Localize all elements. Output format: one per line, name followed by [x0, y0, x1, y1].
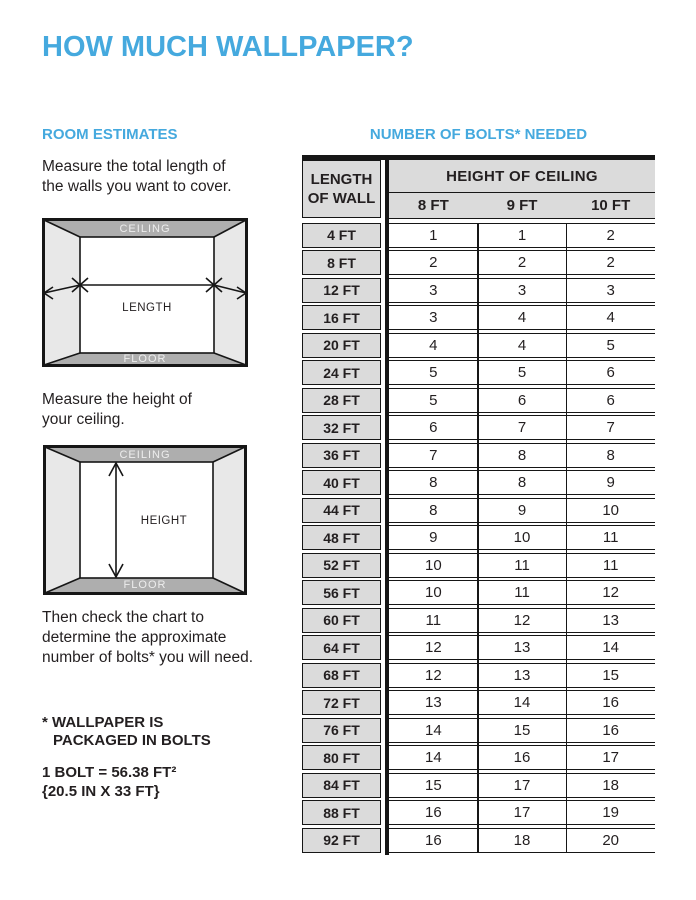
- bolt-count: 9: [429, 529, 438, 546]
- row-label: 8 FT: [302, 250, 381, 275]
- row-values: [389, 250, 655, 275]
- row-label: 28 FT: [302, 388, 381, 413]
- bolt-count: 17: [513, 776, 531, 794]
- ceiling-label: CEILING: [119, 449, 171, 461]
- row-label: 40 FT: [302, 470, 381, 495]
- row-values: [389, 525, 655, 550]
- bolt-count: 17: [513, 804, 531, 821]
- subheader-9ft: 9 FT: [506, 196, 538, 214]
- bolt-count: 2: [606, 226, 615, 244]
- table-row: [302, 745, 655, 770]
- length-label: LENGTH: [122, 302, 172, 314]
- row-label: 20 FT: [302, 333, 381, 358]
- table-row: [302, 415, 655, 440]
- right-wall: [213, 447, 245, 593]
- bolt-count: 18: [513, 831, 531, 849]
- back-wall: [80, 237, 214, 353]
- table-row: [302, 443, 655, 468]
- table-row: [302, 828, 655, 853]
- bolt-count: 3: [606, 281, 615, 299]
- bolt-count: 4: [429, 336, 438, 354]
- row-values: [389, 718, 655, 743]
- row-values: [389, 553, 655, 578]
- bolt-count: 15: [424, 776, 442, 794]
- bolt-count: 14: [424, 721, 442, 739]
- row-label: 12 FT: [302, 278, 381, 303]
- bolt-count: 4: [517, 309, 527, 326]
- bolt-count: 10: [602, 501, 620, 519]
- table-row: [302, 333, 655, 358]
- bolt-count: 9: [517, 501, 527, 519]
- table-row: [302, 360, 655, 385]
- left-wall: [45, 447, 80, 593]
- bolt-count: 15: [602, 666, 620, 684]
- bolt-count: 19: [602, 804, 620, 821]
- height-label: HEIGHT: [140, 515, 188, 527]
- bolt-count: 7: [429, 446, 438, 464]
- row-label: 80 FT: [302, 745, 381, 770]
- bolt-count: 13: [513, 639, 531, 656]
- table-row: [302, 305, 655, 330]
- length-of-wall-header: LENGTH OF WALL: [302, 160, 381, 218]
- row-label: 36 FT: [302, 443, 381, 468]
- length-instruction: Measure the total length of the walls you want to cover.: [42, 158, 232, 195]
- row-values: [389, 773, 655, 798]
- bolt-count: 8: [429, 474, 438, 491]
- bolt-count: 2: [606, 254, 615, 271]
- bolt-count: 13: [424, 694, 442, 711]
- row-label: 64 FT: [302, 635, 381, 660]
- bolt-count: 11: [514, 584, 530, 601]
- bolts-footnote: * WALLPAPER IS PACKAGED IN BOLTS: [42, 714, 211, 749]
- bolt-count: 10: [424, 584, 442, 601]
- bolt-count: 18: [602, 776, 620, 794]
- bolt-count: 5: [429, 364, 438, 381]
- table-row: [302, 223, 655, 248]
- bolt-count: 6: [606, 364, 615, 381]
- height-of-ceiling-header: HEIGHT OF CEILING: [389, 160, 655, 193]
- table-row: [302, 718, 655, 743]
- subheader-8ft: 8 FT: [417, 196, 449, 214]
- row-label: 32 FT: [302, 415, 381, 440]
- table-row: [302, 470, 655, 495]
- bolt-count: 16: [424, 831, 442, 849]
- bolt-count: 4: [606, 309, 615, 326]
- bolt-count: 5: [517, 364, 527, 381]
- bolt-count: 6: [606, 391, 615, 409]
- row-values: [389, 663, 655, 688]
- row-label: 92 FT: [302, 828, 381, 853]
- column-divider-1: [477, 223, 479, 853]
- table-row: [302, 663, 655, 688]
- bolt-count: 16: [513, 749, 531, 766]
- table-row: [302, 773, 655, 798]
- row-values: [389, 415, 655, 440]
- table-row: [302, 278, 655, 303]
- bolt-count: 7: [606, 419, 615, 436]
- table-row: [302, 553, 655, 578]
- row-values: [389, 828, 655, 853]
- table-row: [302, 800, 655, 825]
- bolt-count: 3: [517, 281, 527, 299]
- row-label: 48 FT: [302, 525, 381, 550]
- bolt-count: 8: [517, 474, 527, 491]
- bolt-count: 14: [602, 639, 620, 656]
- row-values: [389, 580, 655, 605]
- subheader-10ft: 10 FT: [591, 196, 631, 214]
- bolt-count: 12: [424, 666, 442, 684]
- table-header: [302, 160, 655, 219]
- bolt-count: 14: [513, 694, 531, 711]
- table-row: [302, 635, 655, 660]
- bolt-count: 12: [602, 584, 620, 601]
- bolt-count: 2: [429, 254, 438, 271]
- row-values: [389, 745, 655, 770]
- bolt-count: 7: [517, 419, 527, 436]
- row-values: [389, 443, 655, 468]
- ceiling-label: CEILING: [119, 223, 171, 235]
- bolt-count: 8: [429, 501, 438, 519]
- row-values: [389, 800, 655, 825]
- bolt-count: 16: [602, 694, 620, 711]
- bolt-count: 15: [513, 721, 531, 739]
- room-height-diagram: [43, 445, 247, 595]
- row-label: 68 FT: [302, 663, 381, 688]
- row-label: 88 FT: [302, 800, 381, 825]
- bolt-count: 17: [602, 749, 620, 766]
- ceiling-height-subheaders: [389, 193, 655, 219]
- bolt-count: 20: [602, 831, 620, 849]
- bolt-count: 1: [517, 226, 527, 244]
- table-row: [302, 608, 655, 633]
- row-values: [389, 223, 655, 248]
- height-instruction: Measure the height of your ceiling.: [42, 391, 192, 428]
- row-values: [389, 690, 655, 715]
- chart-instruction: Then check the chart to determine the approximate number of bolts* you will need.: [42, 609, 254, 666]
- row-label: 52 FT: [302, 553, 381, 578]
- row-label: 4 FT: [302, 223, 381, 248]
- bolt-count: 11: [602, 556, 619, 574]
- bolts-needed-heading: NUMBER OF BOLTS* NEEDED: [369, 126, 588, 143]
- bolt-count: 6: [429, 419, 438, 436]
- row-label: 16 FT: [302, 305, 381, 330]
- bolt-count: 2: [517, 254, 527, 271]
- row-label: 60 FT: [302, 608, 381, 633]
- row-values: [389, 470, 655, 495]
- bolt-count: 16: [602, 721, 620, 739]
- row-label: 72 FT: [302, 690, 381, 715]
- floor-label: FLOOR: [123, 353, 167, 365]
- table-row: [302, 690, 655, 715]
- bolt-count: 12: [513, 611, 531, 629]
- bolt-count: 11: [514, 556, 530, 574]
- row-values: [389, 305, 655, 330]
- row-values: [389, 608, 655, 633]
- bolt-count: 11: [425, 611, 442, 629]
- first-column-divider: [385, 155, 389, 855]
- bolt-count: 11: [602, 529, 619, 546]
- bolt-count: 14: [424, 749, 442, 766]
- table-row: [302, 250, 655, 275]
- row-label: 24 FT: [302, 360, 381, 385]
- row-label: 44 FT: [302, 498, 381, 523]
- row-values: [389, 278, 655, 303]
- table-row: [302, 388, 655, 413]
- table-row: [302, 580, 655, 605]
- bolt-count: 3: [429, 281, 438, 299]
- bolt-count: 13: [602, 611, 620, 629]
- table-row: [302, 525, 655, 550]
- bolt-count: 12: [424, 639, 442, 656]
- table-body: [302, 223, 655, 853]
- room-length-diagram: [42, 218, 248, 367]
- table-row: [302, 498, 655, 523]
- column-divider-2: [566, 223, 568, 853]
- row-values: [389, 388, 655, 413]
- row-values: [389, 360, 655, 385]
- row-label: 56 FT: [302, 580, 381, 605]
- bolt-count: 10: [513, 529, 531, 546]
- floor-label: FLOOR: [123, 579, 167, 591]
- row-values: [389, 333, 655, 358]
- bolt-count: 10: [424, 556, 442, 574]
- page-title: HOW MUCH WALLPAPER?: [42, 31, 414, 63]
- bolt-count: 8: [517, 446, 527, 464]
- row-label: 76 FT: [302, 718, 381, 743]
- row-values: [389, 635, 655, 660]
- bolt-count: 3: [429, 309, 438, 326]
- bolt-count: 6: [517, 391, 527, 409]
- bolts-table: [302, 155, 655, 855]
- bolt-size-note: 1 BOLT = 56.38 FT² {20.5 IN X 33 FT}: [42, 764, 177, 800]
- bolt-count: 16: [424, 804, 442, 821]
- bolt-count: 13: [513, 666, 531, 684]
- bolt-count: 1: [429, 226, 438, 244]
- room-estimates-heading: ROOM ESTIMATES: [42, 126, 178, 143]
- bolt-count: 5: [606, 336, 615, 354]
- bolt-count: 8: [606, 446, 615, 464]
- bolt-count: 5: [429, 391, 438, 409]
- bolt-count: 9: [606, 474, 615, 491]
- bolt-count: 4: [517, 336, 527, 354]
- row-values: [389, 498, 655, 523]
- row-label: 84 FT: [302, 773, 381, 798]
